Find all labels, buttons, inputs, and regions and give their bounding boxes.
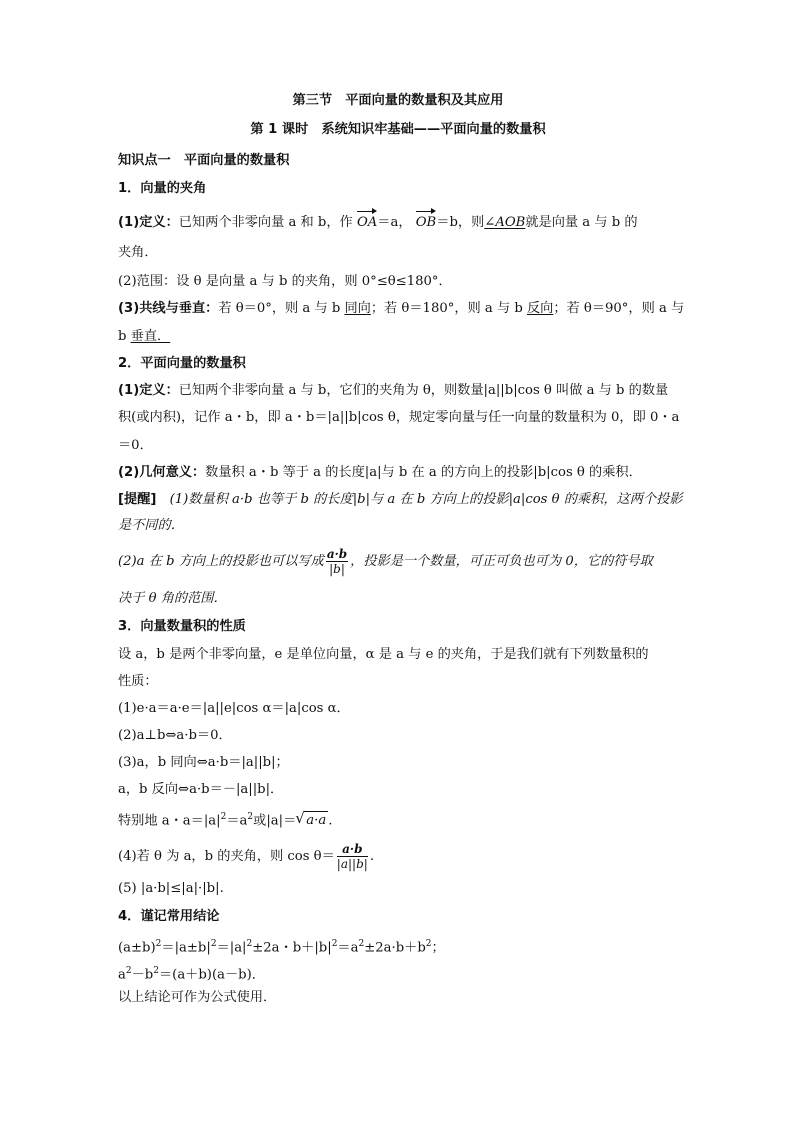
s2-tip-line1 bbox=[118, 491, 682, 509]
s1-col-text-a: 若 θ＝0°，则 a 与 b bbox=[218, 301, 345, 316]
tip2-text-b: ，投影是一个数量，可正可负也可为 0，它的符号取 bbox=[350, 554, 653, 569]
perpendicular: 垂直． bbox=[130, 329, 171, 344]
s3-intro-line2: 性质： bbox=[118, 674, 158, 689]
same-direction: 同向 bbox=[344, 301, 371, 316]
p3c-text-c: 或|a|＝ bbox=[253, 813, 297, 829]
s1-collinear bbox=[118, 300, 684, 318]
superscript-2: 2 bbox=[125, 966, 132, 976]
superscript-2: 2 bbox=[247, 812, 254, 822]
s1-def-text-b: ＝a， bbox=[377, 215, 412, 230]
tip-label: [提醒] bbox=[118, 492, 157, 507]
s1-perp-line bbox=[118, 328, 170, 346]
f1-e: ＝a bbox=[337, 940, 359, 956]
s1-col-label: (3)共线与垂直： bbox=[118, 301, 219, 316]
s2-geo-text: 数量积 a・b 等于 a 的长度|a|与 b 在 a 的方向上的投影|b|cos θ 的乘积． bbox=[205, 465, 642, 480]
fraction-numerator: a·b bbox=[326, 547, 348, 561]
superscript-2: 2 bbox=[155, 939, 162, 949]
p4-text-a: (4)若 θ 为 a，b 的夹角，则 cos θ＝ bbox=[118, 849, 335, 864]
s3-property-3c bbox=[118, 808, 332, 830]
s1-col-text-d: b bbox=[118, 329, 131, 344]
s1-def-cont: 夹角． bbox=[118, 245, 158, 260]
cos-fraction bbox=[337, 842, 368, 871]
s2-tip-line2: 是不同的． bbox=[118, 518, 184, 533]
s3-property-3b: a，b 反向⇔a·b＝－|a||b|． bbox=[118, 782, 284, 797]
s4-formula-1 bbox=[118, 935, 445, 957]
superscript-2: 2 bbox=[220, 812, 227, 822]
s3-intro-line1: 设 a，b 是两个非零向量，e 是单位向量，α 是 a 与 e 的夹角，于是我们就有下列数量积的 bbox=[118, 647, 649, 662]
s3-property-4 bbox=[118, 842, 374, 871]
f2-a: a bbox=[118, 967, 126, 983]
section-title: 第三节 平面向量的数量积及其应用 bbox=[292, 93, 504, 108]
s1-range: (2)范围：设 θ 是向量 a 与 b 的夹角，则 0°≤θ≤180°． bbox=[118, 274, 452, 289]
s1-def-text-a: 已知两个非零向量 a 和 b，作 bbox=[178, 215, 353, 230]
s4-formula-2 bbox=[118, 962, 265, 984]
s1-def-label: (1)定义： bbox=[118, 215, 179, 230]
superscript-2: 2 bbox=[246, 939, 253, 949]
s2-tip2-line2: 决于 θ 角的范围． bbox=[118, 591, 227, 606]
projection-fraction bbox=[326, 547, 348, 576]
knowledge-point-heading: 知识点一 平面向量的数量积 bbox=[118, 153, 290, 168]
s2-geo-label: (2)几何意义： bbox=[118, 465, 206, 480]
angle-aob: ∠AOB bbox=[484, 215, 526, 230]
cos-numerator: a·b bbox=[337, 842, 368, 857]
s2-tip2 bbox=[118, 547, 653, 576]
s2-heading: 2．平面向量的数量积 bbox=[118, 356, 246, 371]
superscript-2: 2 bbox=[331, 939, 338, 949]
cos-denominator: |a||b| bbox=[336, 857, 368, 871]
s3-heading: 3．向量数量积的性质 bbox=[118, 619, 246, 634]
s1-def-text-c: ＝b，则 bbox=[436, 215, 485, 230]
s2-def-line2: 积(或内积)，记作 a・b，即 a・b＝|a||b|cos θ，规定零向量与任一向量的数量积为 0，即 0・a bbox=[118, 410, 680, 425]
f1-f: ±2a·b＋b bbox=[364, 940, 426, 956]
s1-col-text-c: ；若 θ＝90°，则 a 与 bbox=[553, 301, 685, 316]
tip1-text: (1)数量积 a·b 也等于 b 的长度|b|与 a 在 b 方向上的投影|a|cos θ 的乘积，这两个投影 bbox=[156, 492, 683, 507]
p3c-text-b: ＝a bbox=[226, 813, 248, 829]
s1-definition bbox=[118, 212, 638, 232]
s2-def-line3: ＝0． bbox=[118, 438, 153, 453]
s2-def-text-1: 已知两个非零向量 a 与 b，它们的夹角为 θ，则数量|a||b|cos θ 叫做 a 与 b 的数量 bbox=[178, 383, 669, 398]
f1-c: ＝|a| bbox=[216, 940, 247, 956]
vector-ob: OB bbox=[416, 212, 437, 232]
superscript-2: 2 bbox=[358, 939, 365, 949]
s1-heading: 1．向量的夹角 bbox=[118, 181, 207, 196]
s2-geometric bbox=[118, 464, 642, 482]
vector-oa: OA bbox=[357, 212, 377, 232]
s3-property-3a: (3)a，b 同向⇔a·b＝|a||b|； bbox=[118, 755, 289, 770]
f2-c: ＝(a＋b)(a－b)． bbox=[158, 967, 265, 983]
s1-def-text-d: 就是向量 a 与 b 的 bbox=[525, 215, 638, 230]
lesson-title: 第 1 课时 系统知识牢基础——平面向量的数量积 bbox=[250, 122, 546, 137]
s2-def-line1 bbox=[118, 382, 668, 400]
opposite-direction: 反向 bbox=[526, 301, 554, 316]
s4-note: 以上结论可作为公式使用． bbox=[118, 990, 277, 1005]
sqrt-expression: √ a·a bbox=[304, 811, 328, 830]
f1-g: ； bbox=[431, 940, 445, 956]
s3-property-2: (2)a⊥b⇔a·b＝0． bbox=[118, 728, 232, 743]
f1-d: ±2a・b＋|b| bbox=[252, 940, 332, 956]
s3-property-1: (1)e·a＝a·e＝|a||e|cos α＝|a|cos α． bbox=[118, 701, 350, 716]
s2-def-label: (1)定义： bbox=[118, 383, 179, 398]
tip2-text-a: (2)a 在 b 方向上的投影也可以写成 bbox=[118, 554, 324, 569]
s1-col-text-b: ；若 θ＝180°，则 a 与 b bbox=[370, 301, 527, 316]
f2-b: －b bbox=[131, 967, 154, 983]
fraction-denominator: |b| bbox=[329, 562, 345, 576]
s3-property-5: (5) |a·b|≤|a|·|b|. bbox=[118, 881, 224, 896]
f1-a: (a±b) bbox=[118, 940, 156, 956]
s4-heading: 4．谨记常用结论 bbox=[118, 909, 220, 924]
superscript-2: 2 bbox=[210, 939, 217, 949]
f1-b: ＝|a±b| bbox=[161, 940, 211, 956]
p3c-text-d: . bbox=[328, 813, 333, 829]
superscript-2: 2 bbox=[425, 939, 432, 949]
p4-text-b: . bbox=[369, 849, 375, 864]
p3c-text-a: 特别地 a・a＝|a| bbox=[118, 813, 221, 829]
superscript-2: 2 bbox=[153, 966, 159, 976]
